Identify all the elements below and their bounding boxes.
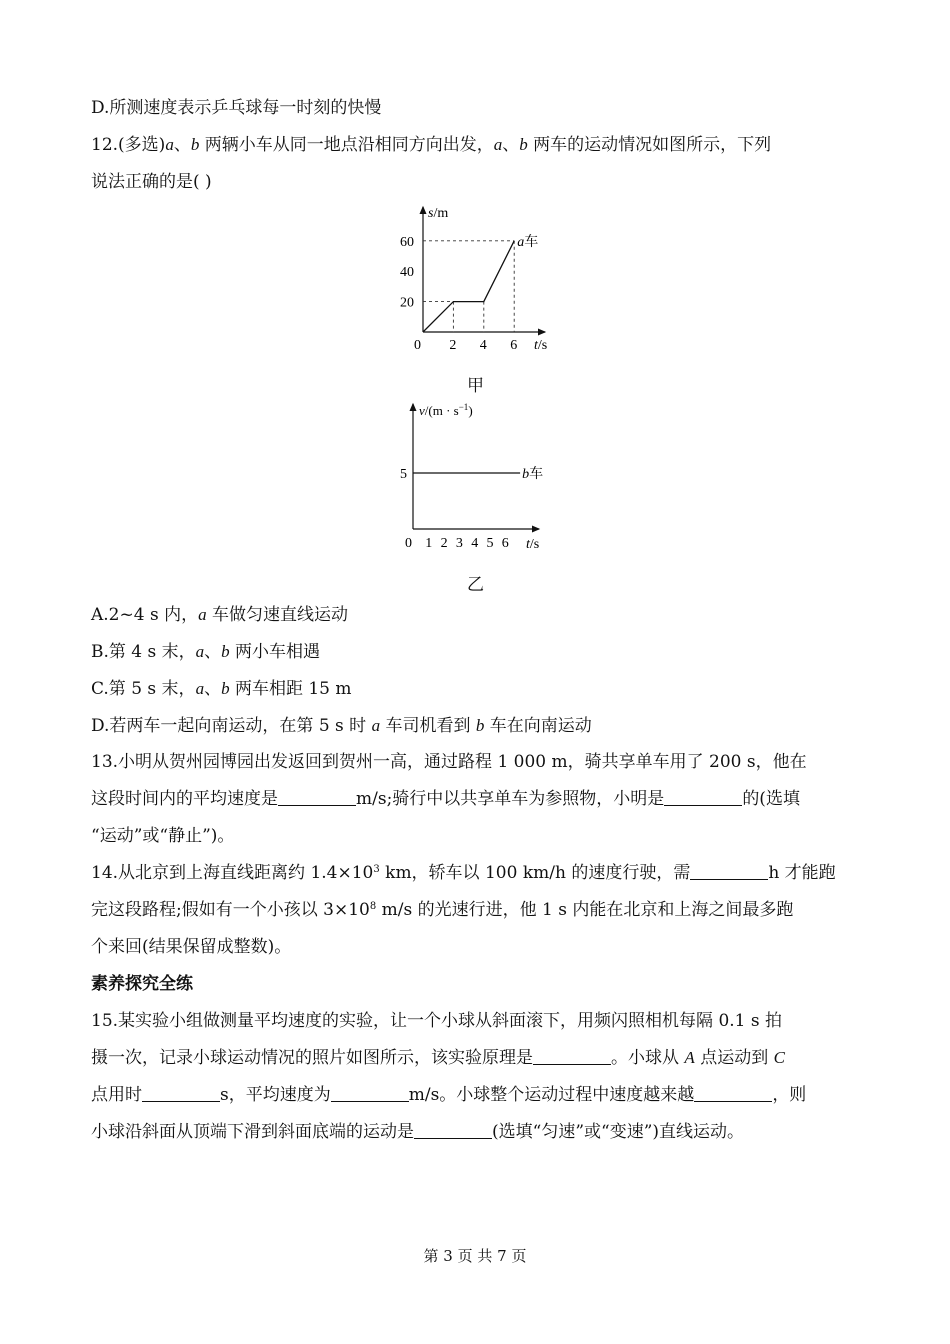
text: 、 bbox=[204, 642, 222, 662]
var-a: a bbox=[165, 135, 174, 154]
text: 的(选填 bbox=[742, 789, 800, 809]
point-a: A bbox=[684, 1048, 695, 1067]
q12-option-c bbox=[91, 679, 352, 699]
var-b: b bbox=[221, 679, 230, 698]
y-axis-label: s/m bbox=[428, 206, 449, 221]
var-a: a bbox=[195, 679, 205, 698]
text: (选填“匀速”或“变速”)直线运动。 bbox=[492, 1122, 745, 1142]
q13-line2 bbox=[91, 789, 800, 809]
section-title: 素养探究全练 bbox=[91, 974, 193, 994]
answer-blank[interactable] bbox=[664, 789, 742, 806]
text: 这段时间内的平均速度是 bbox=[91, 789, 278, 809]
series-b-label: b车 bbox=[522, 467, 544, 482]
text: 点用时 bbox=[91, 1085, 142, 1105]
text: D.若两车一起向南运动，在第 5 s 时 bbox=[91, 716, 372, 736]
var-b: b bbox=[221, 642, 230, 661]
q15-line4 bbox=[91, 1122, 744, 1142]
answer-blank[interactable] bbox=[331, 1085, 409, 1102]
q12-stem-line2: 说法正确的是( ) bbox=[91, 172, 212, 192]
q12-prefix: 12.(多选) bbox=[91, 135, 166, 155]
point-c: C bbox=[773, 1048, 785, 1067]
text: 车做匀速直线运动 bbox=[206, 605, 348, 625]
text: 完这段路程;假如有一个小孩以 3×10 bbox=[91, 900, 370, 920]
var-b: b bbox=[475, 716, 485, 735]
q12-option-d bbox=[91, 716, 592, 736]
q14-line1 bbox=[91, 863, 836, 883]
x-tick-label: 4 bbox=[479, 338, 487, 353]
text: 车在向南运动 bbox=[484, 716, 592, 736]
text: 、 bbox=[173, 135, 191, 155]
text: s，平均速度为 bbox=[220, 1085, 331, 1105]
q11-option-d: D.所测速度表示乒乓球每一时刻的快慢 bbox=[91, 98, 382, 118]
text: 、 bbox=[502, 135, 520, 155]
var-a: a bbox=[371, 716, 381, 735]
figure1-caption: 甲 bbox=[467, 376, 484, 396]
answer-blank[interactable] bbox=[414, 1122, 492, 1139]
y-tick-label: 5 bbox=[400, 467, 407, 482]
text: 14.从北京到上海直线距离约 1.4×10 bbox=[91, 863, 374, 883]
var-a: a bbox=[195, 642, 205, 661]
y-axis-label: $v/(m \cdot s^{-1})$ bbox=[419, 402, 473, 418]
series-a-label: a车 bbox=[517, 234, 539, 250]
text: 两车相距 15 m bbox=[229, 679, 352, 699]
text: C.第 5 s 末， bbox=[91, 679, 196, 699]
answer-blank[interactable] bbox=[694, 1085, 772, 1102]
y-tick-label: 60 bbox=[400, 234, 414, 250]
q14-line2 bbox=[91, 900, 793, 920]
text: m/s 的光速行进，他 1 s 内能在北京和上海之间最多跑 bbox=[376, 900, 794, 920]
text: 小球沿斜面从顶端下滑到斜面底端的运动是 bbox=[91, 1122, 414, 1142]
answer-blank[interactable] bbox=[690, 863, 768, 880]
text: 点运动到 bbox=[694, 1048, 774, 1068]
x-tick-label: 2 bbox=[440, 536, 448, 551]
exponent: 3 bbox=[373, 864, 380, 875]
page-footer: 第 3 页 共 7 页 bbox=[423, 1247, 527, 1265]
x-axis-label: t/s bbox=[526, 537, 540, 552]
q14-line3: 个来回(结果保留成整数)。 bbox=[91, 937, 292, 957]
series-a-line bbox=[423, 241, 514, 332]
text: ，则 bbox=[772, 1085, 807, 1105]
x-tick-label: 0 bbox=[414, 338, 421, 353]
text: h 才能跑 bbox=[768, 863, 836, 883]
text: 两小车相遇 bbox=[229, 642, 321, 662]
text: m/s;骑行中以共享单车为参照物，小明是 bbox=[356, 789, 665, 809]
text: 车司机看到 bbox=[380, 716, 476, 736]
q12-option-a bbox=[91, 605, 348, 625]
figure-st-graph bbox=[393, 203, 563, 355]
q13-line1: 13.小明从贺州园博园出发返回到贺州一高，通过路程 1 000 m，骑共享单车用了 200 s，他在 bbox=[91, 752, 807, 772]
y-tick-label: 40 bbox=[400, 265, 414, 281]
q15-line2 bbox=[91, 1048, 785, 1068]
figure-vt-graph bbox=[393, 398, 563, 554]
var-a: a bbox=[493, 135, 503, 154]
x-tick-label: 4 bbox=[471, 536, 479, 551]
text: 摄一次，记录小球运动情况的照片如图所示，该实验原理是 bbox=[91, 1048, 533, 1068]
text: 、 bbox=[204, 679, 222, 699]
q12-option-b bbox=[91, 642, 320, 662]
text: 。小球从 bbox=[611, 1048, 685, 1068]
text: 两车的运动情况如图所示，下列 bbox=[527, 135, 772, 155]
answer-blank[interactable] bbox=[142, 1085, 220, 1102]
x-axis-label: t/s bbox=[534, 338, 548, 353]
q13-line3: “运动”或“静止”)。 bbox=[91, 826, 235, 846]
x-tick-label: 2 bbox=[449, 338, 457, 353]
text: km，轿车以 100 km/h 的速度行驶，需 bbox=[379, 863, 691, 883]
exponent: 8 bbox=[369, 901, 377, 912]
x-tick-label: 5 bbox=[486, 536, 494, 551]
x-tick-label: 6 bbox=[501, 536, 509, 551]
text: B.第 4 s 末， bbox=[91, 642, 196, 662]
figure2-caption: 乙 bbox=[467, 575, 484, 595]
y-tick-label: 20 bbox=[400, 295, 414, 311]
x-tick-label: 6 bbox=[510, 338, 518, 353]
answer-blank[interactable] bbox=[278, 789, 356, 806]
q12-stem-line1 bbox=[91, 135, 771, 155]
text: 两辆小车从同一地点沿相同方向出发， bbox=[199, 135, 494, 155]
x-tick-label: 3 bbox=[455, 536, 463, 551]
q15-line1: 15.某实验小组做测量平均速度的实验，让一个小球从斜面滚下，用频闪照相机每隔 0.1 s 拍 bbox=[91, 1011, 783, 1031]
var-a: a bbox=[198, 605, 207, 624]
var-b: b bbox=[519, 135, 528, 154]
x-tick-label: 1 bbox=[425, 536, 433, 551]
var-b: b bbox=[190, 135, 200, 154]
answer-blank[interactable] bbox=[533, 1048, 611, 1065]
x-tick-label: 0 bbox=[405, 536, 412, 551]
text: m/s。小球整个运动过程中速度越来越 bbox=[408, 1085, 695, 1105]
q15-line3 bbox=[91, 1085, 806, 1105]
text: A.2~4 s 内， bbox=[91, 605, 199, 625]
